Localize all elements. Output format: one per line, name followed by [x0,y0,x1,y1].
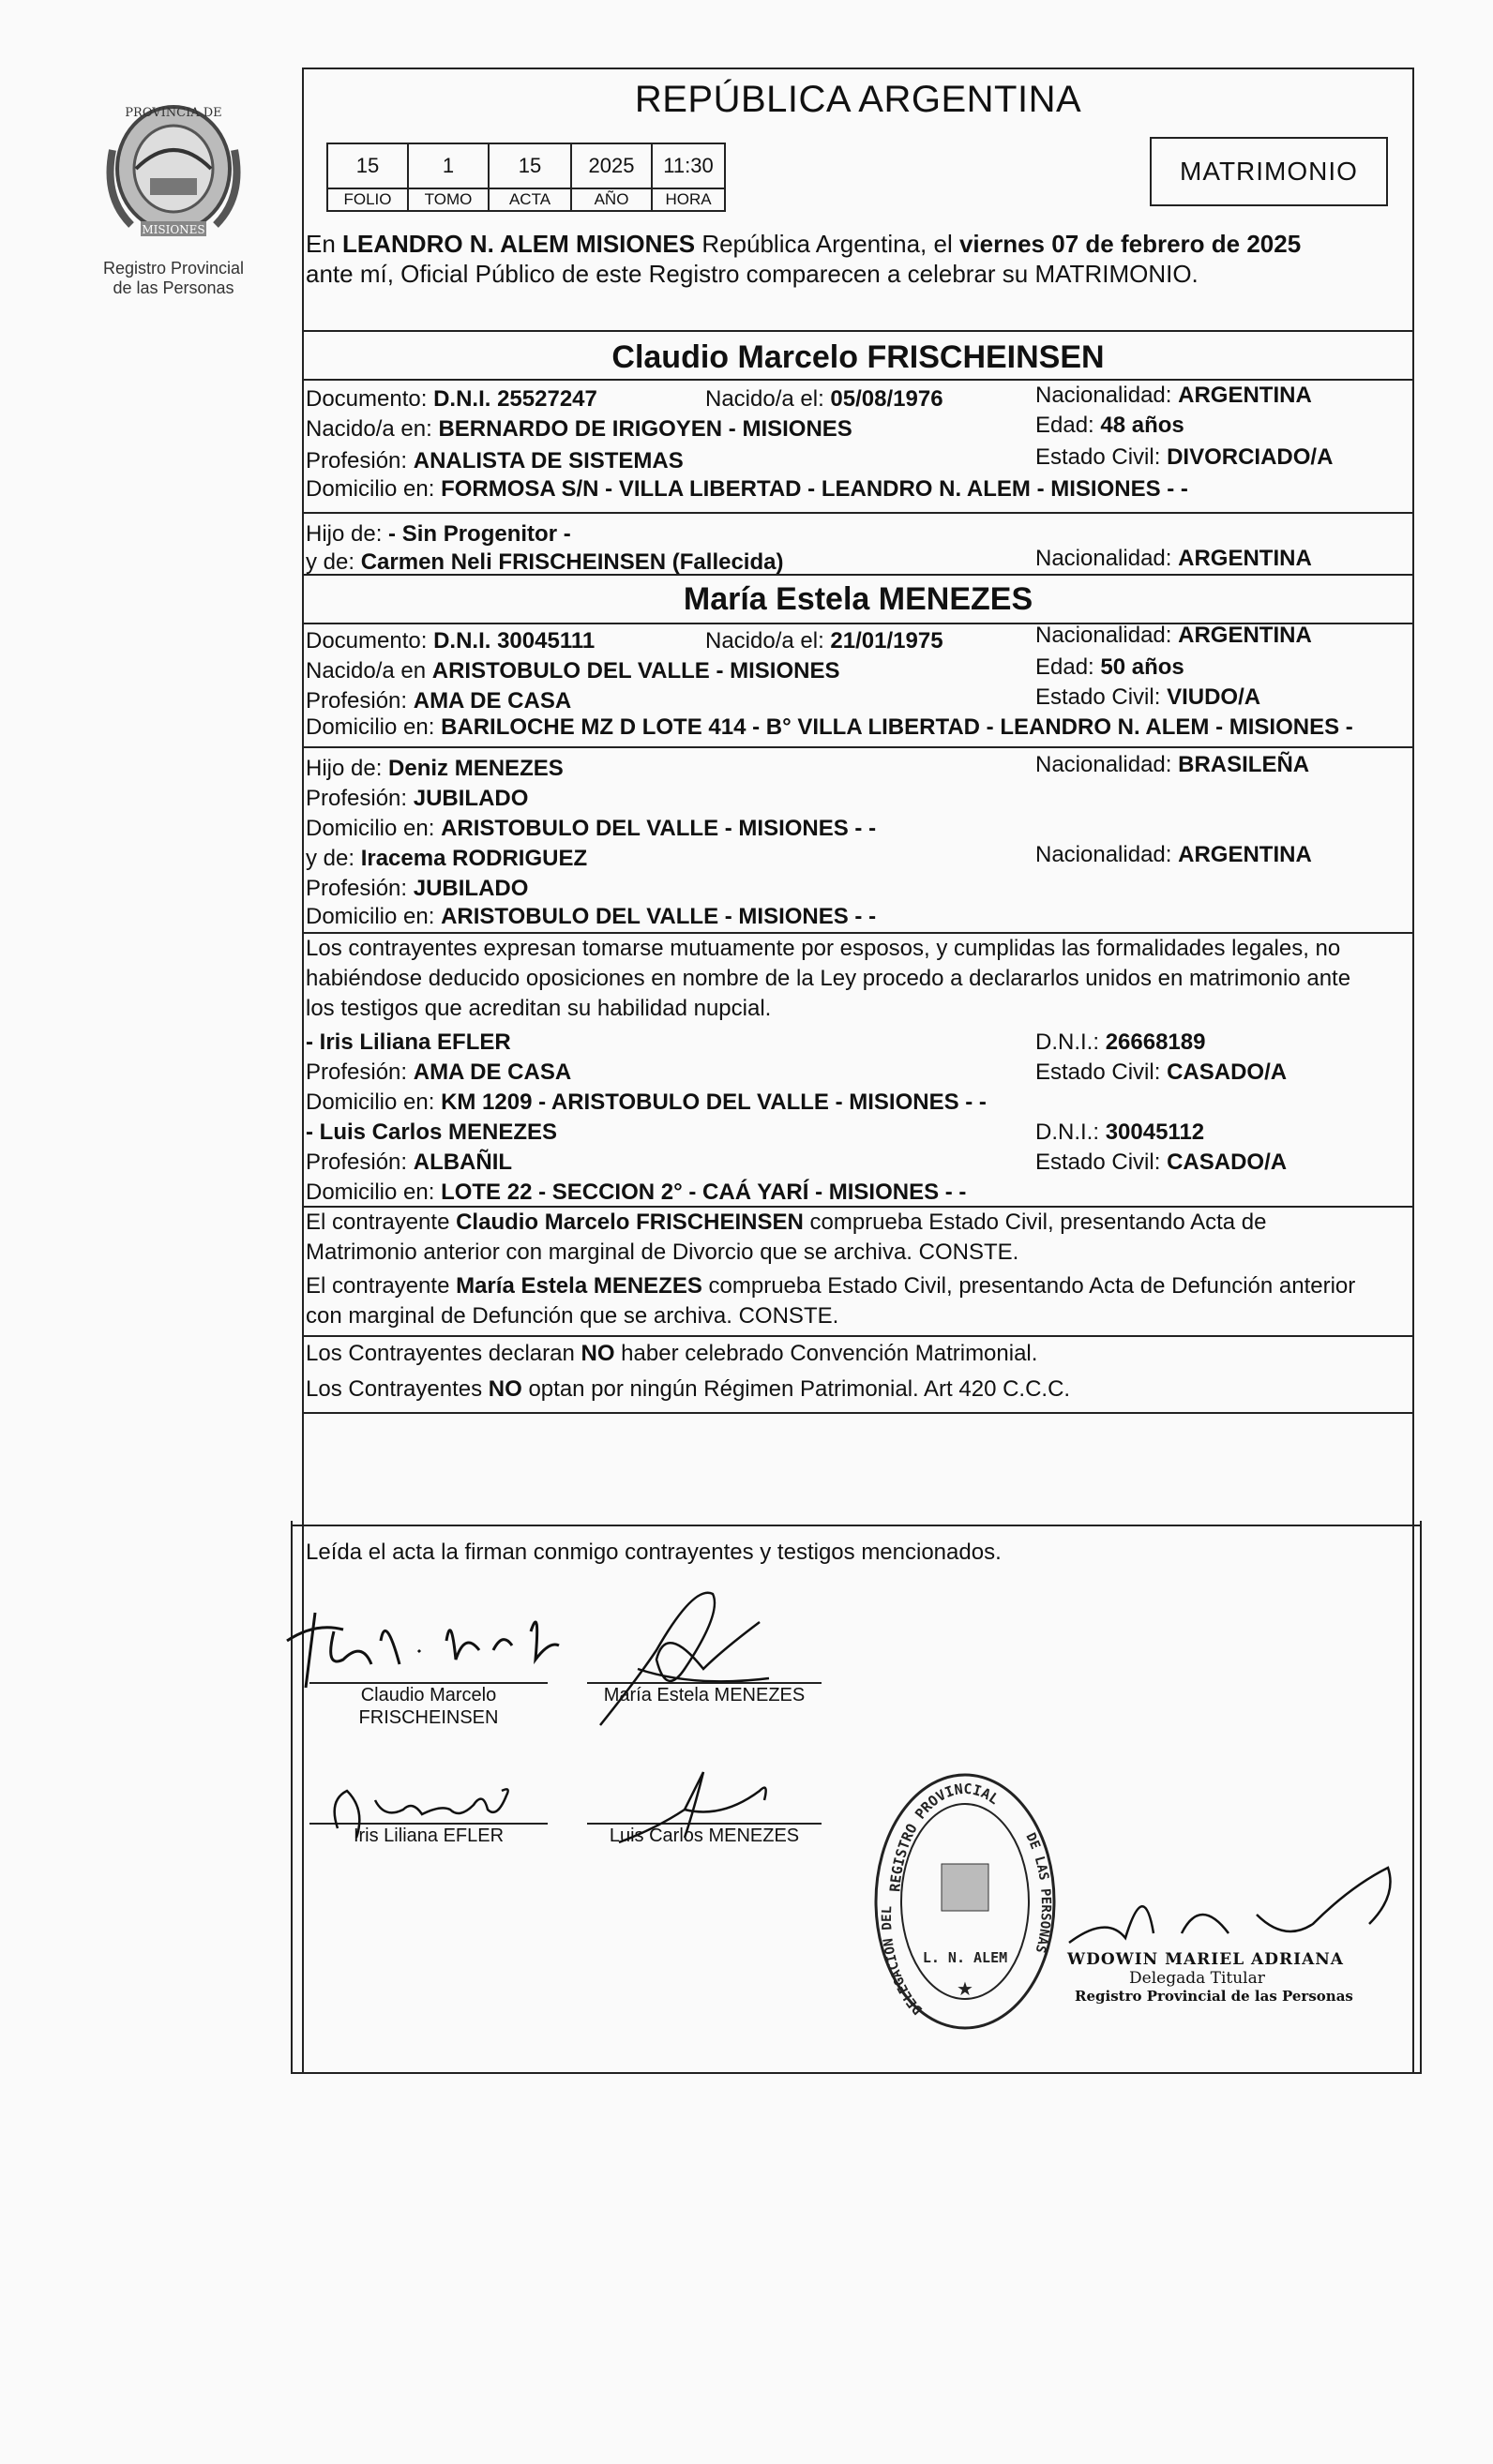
divider [302,1412,1414,1414]
groom-nacido-en: Nacido/a en: BERNARDO DE IRIGOYEN - MISIONES [306,416,852,442]
acta-label: ACTA [489,188,571,211]
bride-nacido-en: Nacido/a en ARISTOBULO DEL VALLE - MISIONES [306,658,840,684]
star-icon: ★ [957,1979,973,2000]
logo-caption-line1: Registro Provincial [102,259,245,278]
witness1-name: - Iris Liliana EFLER [306,1029,511,1055]
divider [302,746,1414,748]
groom-estado-civil: Estado Civil: DIVORCIADO/A [1035,444,1334,470]
hora-label: HORA [652,188,725,211]
witness2-signature [600,1753,788,1856]
groom-edad: Edad: 48 años [1035,413,1184,438]
bride-edad: Edad: 50 años [1035,654,1184,680]
folio-value: 15 [327,143,408,188]
groom-hijo-de: Hijo de: - Sin Progenitor - [306,521,571,547]
tomo-label: TOMO [408,188,489,211]
emblem-top-text: PROVINCIA DE [125,106,222,120]
witness2-dni: D.N.I.: 30045112 [1035,1119,1205,1145]
acta-value: 15 [489,143,571,188]
bride-madre-nacionalidad: Nacionalidad: ARGENTINA [1035,842,1312,867]
divider [302,1335,1414,1337]
divider [302,574,1414,576]
groom-nacido-el: Nacido/a el: 05/08/1976 [705,386,943,412]
registry-table [326,143,726,212]
bride-madre: y de: Iracema RODRIGUEZ [306,846,588,871]
officer-name: WDOWIN MARIEL ADRIANA [1067,1950,1344,1969]
bride-nacido-el: Nacido/a el: 21/01/1975 [705,628,943,654]
stamp-top-text: REGISTRO PROVINCIAL [886,1780,1003,1893]
witness1-dni: D.N.I.: 26668189 [1035,1029,1206,1055]
ceremony-line1: Los contrayentes expresan tomarse mutuamente por esposos, y cumplidas las formalidades legales, no [306,936,1341,961]
bride-padre-domicilio: Domicilio en: ARISTOBULO DEL VALLE - MISIONES - - [306,816,877,841]
witness2-signature-label: Luis Carlos MENEZES [609,1825,800,1846]
logo-caption-line2: de las Personas [113,278,234,297]
stamp-bottom-text: L. N. ALEM [922,1949,1008,1966]
hora-value: 11:30 [652,143,725,188]
groom-name: Claudio Marcelo FRISCHEINSEN [611,339,1105,375]
page-title: REPÚBLICA ARGENTINA [634,79,1082,120]
groom-y-de: y de: Carmen Neli FRISCHEINSEN (Fallecida) [306,549,784,575]
note1-line2: Matrimonio anterior con marginal de Divorcio que se archiva. CONSTE. [306,1240,1019,1265]
bride-madre-domicilio: Domicilio en: ARISTOBULO DEL VALLE - MISIONES - - [306,904,877,929]
witness1-signature-label: Iris Liliana EFLER [353,1825,505,1846]
note2-line1: El contrayente María Estela MENEZES comprueba Estado Civil, presentando Acta de Defunción anterior [306,1273,1356,1299]
emblem-bottom-text: MISIONES [142,223,205,236]
witness1-domicilio: Domicilio en: KM 1209 - ARISTOBULO DEL VALLE - MISIONES - - [306,1089,987,1115]
convention-line1: Los Contrayentes declaran NO haber celebrado Convención Matrimonial. [306,1341,1038,1366]
bride-padre-profesion: Profesión: JUBILADO [306,786,529,811]
groom-nacionalidad: Nacionalidad: ARGENTINA [1035,383,1312,408]
bride-nacionalidad: Nacionalidad: ARGENTINA [1035,623,1312,648]
bride-estado-civil: Estado Civil: VIUDO/A [1035,684,1261,710]
bride-padre: Hijo de: Deniz MENEZES [306,756,564,781]
divider [302,330,1414,332]
bride-padre-nacionalidad: Nacionalidad: BRASILEÑA [1035,752,1310,777]
witness2-name: - Luis Carlos MENEZES [306,1119,558,1145]
divider [302,512,1414,514]
folio-label: FOLIO [327,188,408,211]
tomo-value: 1 [408,143,489,188]
ceremony-line3: los testigos que acreditan su habilidad nupcial. [306,996,772,1021]
note2-line2: con marginal de Defunción que se archiva. CONSTE. [306,1303,839,1329]
bride-name: María Estela MENEZES [683,581,1033,617]
bride-madre-profesion: Profesión: JUBILADO [306,876,529,901]
intro-line1: En LEANDRO N. ALEM MISIONES República Argentina, el viernes 07 de febrero de 2025 [306,230,1302,258]
groom-documento: Documento: D.N.I. 25527247 [306,386,597,412]
ceremony-line2: habiéndose deducido oposiciones en nombre de la Ley procedo a declararlos unidos en matrimonio ante [306,966,1351,991]
groom-signature-label: Claudio Marcelo FRISCHEINSEN [358,1685,499,1728]
registry-logo [84,94,263,258]
note1-line1: El contrayente Claudio Marcelo FRISCHEINSEN comprueba Estado Civil, presentando Acta de [306,1209,1267,1235]
witness1-estado: Estado Civil: CASADO/A [1035,1059,1288,1085]
witness2-domicilio: Domicilio en: LOTE 22 - SECCION 2° - CAÁ YARÍ - MISIONES - - [306,1179,967,1205]
groom-domicilio: Domicilio en: FORMOSA S/N - VILLA LIBERTAD - LEANDRO N. ALEM - MISIONES - - [306,476,1188,502]
witness1-signature [309,1753,535,1847]
intro-line2: ante mí, Oficial Público de este Registro comparecen a celebrar su MATRIMONIO. [306,260,1199,288]
groom-madre-nacionalidad: Nacionalidad: ARGENTINA [1035,546,1312,571]
witness1-profesion: Profesión: AMA DE CASA [306,1059,572,1085]
groom-signature [278,1575,596,1706]
officer-org: Registro Provincial de las Personas [1075,1988,1353,2005]
registry-stamp-icon [867,1761,1063,2033]
groom-profesion: Profesión: ANALISTA DE SISTEMAS [306,448,684,473]
doc-type-box: MATRIMONIO [1150,137,1388,206]
officer-block [1067,1950,1367,2005]
officer-title: Delegada Titular [1129,1969,1265,1988]
bride-signature [581,1566,807,1735]
bride-documento: Documento: D.N.I. 30045111 [306,628,596,654]
bride-profesion: Profesión: AMA DE CASA [306,688,572,714]
anio-value: 2025 [571,143,652,188]
convention-line2: Los Contrayentes NO optan por ningún Régimen Patrimonial. Art 420 C.C.C. [306,1376,1071,1402]
bride-domicilio: Domicilio en: BARILOCHE MZ D LOTE 414 - B° VILLA LIBERTAD - LEANDRO N. ALEM - MISIONES - [306,714,1353,740]
bride-signature-label: María Estela MENEZES [603,1685,806,1705]
divider [291,1525,1422,1526]
misiones-emblem-icon [84,94,263,253]
stamp-left-text: DELEGACION DEL [879,1905,927,2018]
witness2-estado: Estado Civil: CASADO/A [1035,1149,1288,1175]
logo-caption [84,259,263,298]
officer-signature [1069,1858,1388,1961]
stamp-right-text: DE LAS PERSONAS [1022,1830,1053,1955]
closing-text: Leída el acta la firman conmigo contrayentes y testigos mencionados. [306,1540,1002,1565]
anio-label: AÑO [571,188,652,211]
witness2-profesion: Profesión: ALBAÑIL [306,1149,513,1175]
